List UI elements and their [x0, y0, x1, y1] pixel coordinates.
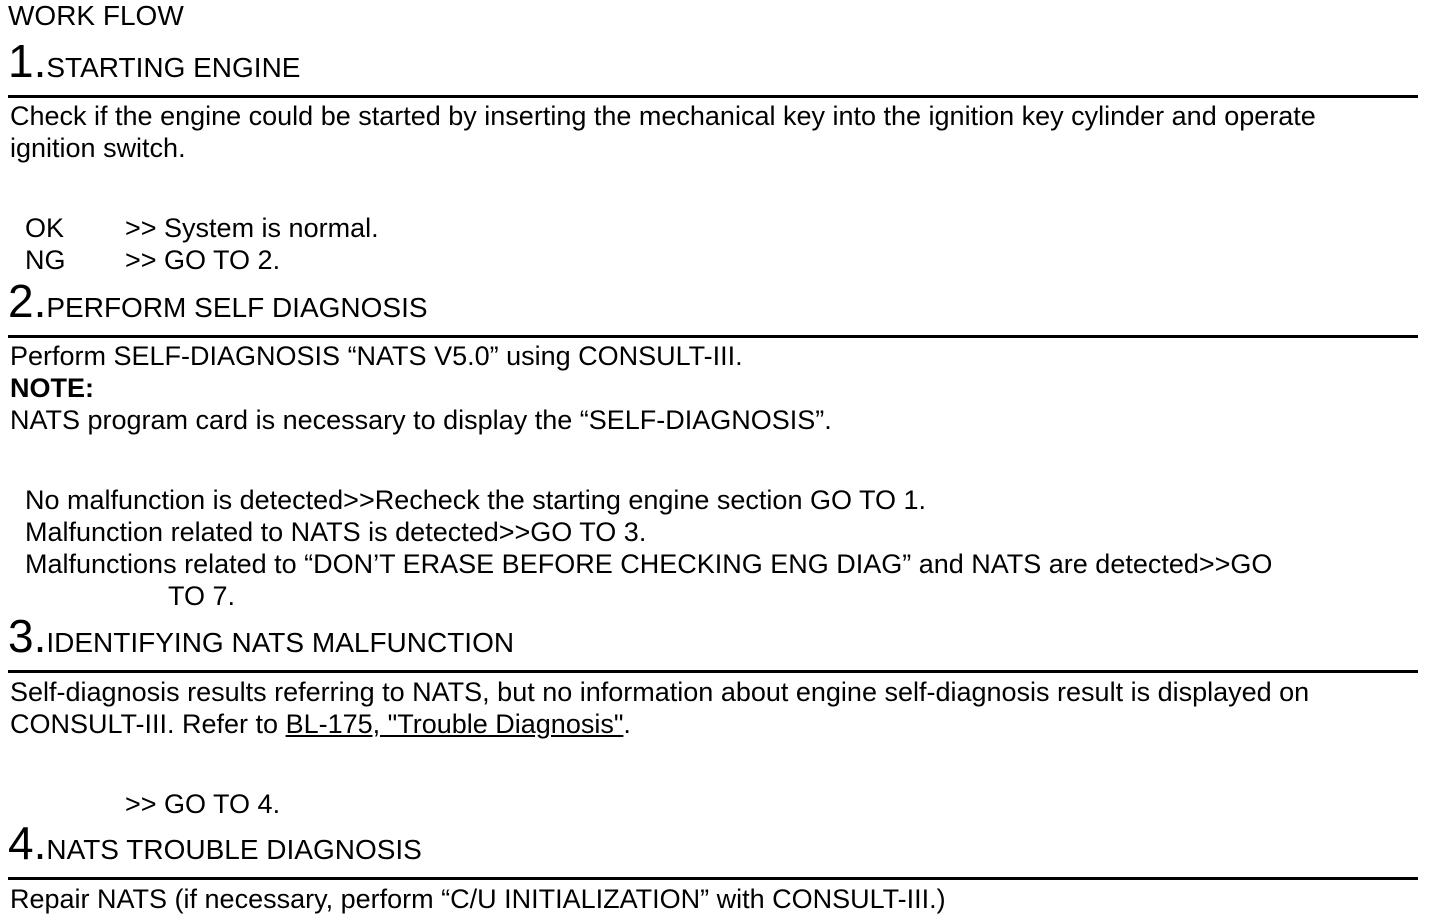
- option-ng: [25, 244, 280, 276]
- step-1-header: [8, 36, 300, 86]
- option-key: NG: [25, 245, 66, 275]
- option-ok: [25, 212, 379, 244]
- step-4-header: [8, 818, 422, 868]
- step-heading: NATS TROUBLE DIAGNOSIS: [46, 834, 422, 865]
- step-2-text: Perform SELF-DIAGNOSIS “NATS V5.0” using CONSULT-III.: [10, 341, 743, 371]
- step-4-text: Repair NATS (if necessary, perform “C/U INITIALIZATION” with CONSULT-III.): [10, 884, 946, 914]
- step-heading: PERFORM SELF DIAGNOSIS: [46, 292, 428, 323]
- divider: [8, 670, 1418, 673]
- result-item-cont: TO 7.: [168, 581, 236, 611]
- step-number: 2.: [8, 275, 47, 327]
- trouble-diagnosis-link[interactable]: BL-175, "Trouble Diagnosis": [285, 709, 624, 739]
- option-key: OK: [25, 213, 65, 243]
- step-number: 1.: [8, 35, 47, 87]
- step-heading: IDENTIFYING NATS MALFUNCTION: [46, 627, 515, 658]
- text: .: [623, 709, 631, 739]
- result-item: Malfunctions related to “DON’T ERASE BEFORE CHECKING ENG DIAG” and NATS are detected>>GO: [25, 549, 1273, 579]
- step-3-text-cont: [10, 708, 631, 740]
- note-label: NOTE:: [10, 373, 94, 403]
- step-3-result: >> GO TO 4.: [125, 789, 281, 819]
- step-number: 3.: [8, 610, 47, 662]
- step-heading: STARTING ENGINE: [46, 52, 301, 83]
- option-result: >> GO TO 2.: [125, 245, 281, 275]
- result-item: No malfunction is detected>>Recheck the starting engine section GO TO 1.: [25, 485, 927, 515]
- step-3-header: [8, 611, 514, 661]
- divider: [8, 335, 1418, 338]
- text: CONSULT-III. Refer to: [10, 709, 286, 739]
- step-3-text: Self-diagnosis results referring to NATS, but no information about engine self-diagnosis result is displayed on: [10, 677, 1310, 707]
- step-1-text: Check if the engine could be started by inserting the mechanical key into the ignition key cylinder and operate: [10, 101, 1316, 131]
- option-result: >> System is normal.: [125, 213, 379, 243]
- note-text: NATS program card is necessary to display the “SELF-DIAGNOSIS”.: [10, 405, 832, 435]
- result-item: Malfunction related to NATS is detected>>GO TO 3.: [25, 517, 647, 547]
- page-title: WORK FLOW: [8, 0, 184, 31]
- divider: [8, 95, 1418, 98]
- divider: [8, 877, 1418, 880]
- step-number: 4.: [8, 817, 47, 869]
- step-1-text-cont: ignition switch.: [10, 133, 186, 163]
- step-2-header: [8, 276, 428, 326]
